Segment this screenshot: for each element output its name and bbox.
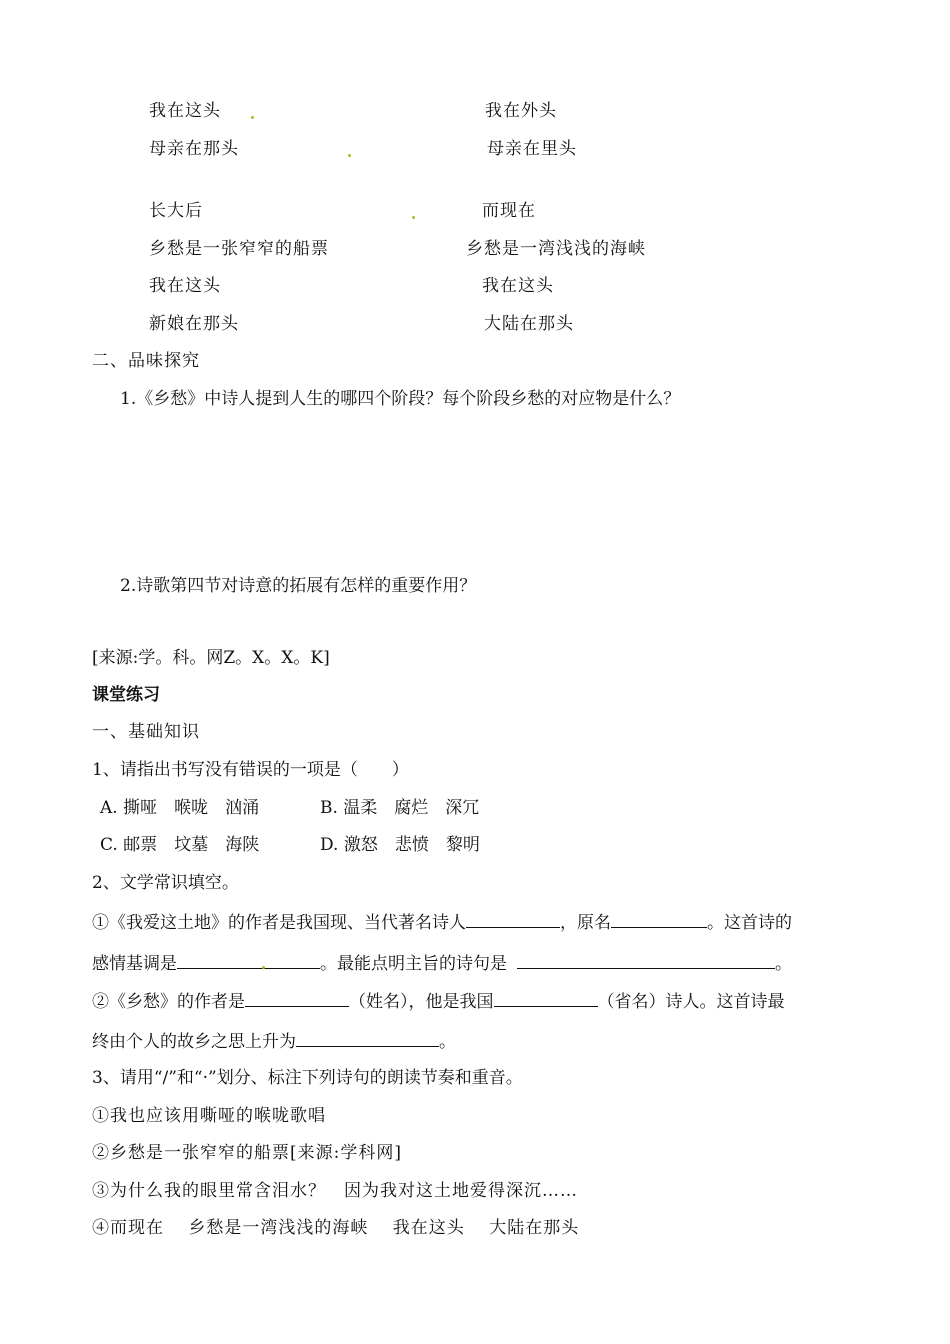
fill-text: 。 bbox=[439, 1032, 456, 1052]
source-note: [来源:学。科。网Z。X。X。K] bbox=[92, 648, 330, 668]
poem-line: 而现在 bbox=[482, 201, 536, 221]
sentence-item: ①我也应该用嘶哑的喉咙歌唱 bbox=[92, 1106, 326, 1126]
fill-text: ①《我爱这土地》的作者是我国现、当代著名诗人 bbox=[92, 913, 466, 933]
fill-text: （省名）诗人。这首诗最 bbox=[597, 992, 785, 1012]
section-heading: 二、品味探究 bbox=[92, 351, 200, 371]
option-c: C. 邮票 坟墓 海陕 bbox=[100, 835, 260, 855]
poem-line: 长大后 bbox=[149, 201, 203, 221]
poem-line: 母亲在那头 bbox=[149, 139, 239, 159]
fill-text: ②《乡愁》的作者是 bbox=[92, 992, 245, 1012]
question-text: 1、请指出书写没有错误的一项是（ ） bbox=[92, 760, 409, 780]
option-d: D. 激怒 悲愤 黎明 bbox=[320, 835, 480, 855]
fill-text: 。 bbox=[775, 954, 792, 974]
poem-line: 我在外头 bbox=[485, 101, 557, 121]
blank-field[interactable] bbox=[177, 951, 320, 969]
blank-field[interactable] bbox=[466, 910, 560, 928]
poem-line: 我在这头 bbox=[149, 276, 221, 296]
fill-text: 。最能点明主旨的诗句是 bbox=[320, 954, 507, 974]
fill-line bbox=[92, 951, 792, 975]
question-text: 2、文学常识填空。 bbox=[92, 873, 239, 893]
sentence-item: ④而现在 乡愁是一湾浅浅的海峡 我在这头 大陆在那头 bbox=[92, 1218, 580, 1238]
fill-text: ，原名 bbox=[560, 913, 611, 933]
blank-field[interactable] bbox=[494, 989, 598, 1007]
option-a: A. 撕哑 喉咙 汹涌 bbox=[100, 798, 260, 818]
decorative-dot bbox=[262, 966, 265, 969]
poem-line: 新娘在那头 bbox=[149, 314, 239, 334]
sentence-item: ②乡愁是一张窄窄的船票[来源:学科网] bbox=[92, 1143, 402, 1163]
poem-line: 乡愁是一张窄窄的船票 bbox=[149, 239, 329, 259]
fill-line bbox=[92, 989, 785, 1013]
fill-line bbox=[92, 1029, 456, 1053]
fill-line bbox=[92, 910, 792, 934]
question-text: 3、请用“/”和“·”划分、标注下列诗句的朗读节奏和重音。 bbox=[92, 1068, 523, 1088]
question-text: 1.《乡愁》中诗人提到人生的哪四个阶段？每个阶段乡愁的对应物是什么？ bbox=[120, 389, 681, 409]
sentence-item: ③为什么我的眼里常含泪水？ 因为我对这土地爱得深沉…… bbox=[92, 1181, 578, 1201]
blank-field[interactable] bbox=[517, 951, 775, 969]
poem-line: 我在这头 bbox=[482, 276, 554, 296]
decorative-dot bbox=[412, 216, 415, 219]
poem-line: 大陆在那头 bbox=[484, 314, 574, 334]
poem-line: 我在这头 bbox=[149, 101, 221, 121]
fill-text: 终由个人的故乡之思上升为 bbox=[92, 1032, 296, 1052]
decorative-dot bbox=[251, 116, 254, 119]
page-title: 课堂练习 bbox=[92, 685, 160, 705]
fill-text: 感情基调是 bbox=[92, 954, 177, 974]
blank-field[interactable] bbox=[245, 989, 349, 1007]
fill-text: 。这首诗的 bbox=[707, 913, 792, 933]
section-heading: 一、基础知识 bbox=[92, 722, 200, 742]
question-text: 2.诗歌第四节对诗意的拓展有怎样的重要作用？ bbox=[120, 576, 477, 596]
decorative-dot bbox=[348, 154, 351, 157]
fill-text: （姓名），他是我国 bbox=[349, 992, 494, 1012]
option-b: B. 温柔 腐烂 深冗 bbox=[320, 798, 480, 818]
blank-field[interactable] bbox=[611, 910, 707, 928]
poem-line: 母亲在里头 bbox=[487, 139, 577, 159]
blank-field[interactable] bbox=[296, 1029, 439, 1047]
poem-line: 乡愁是一湾浅浅的海峡 bbox=[466, 239, 646, 259]
